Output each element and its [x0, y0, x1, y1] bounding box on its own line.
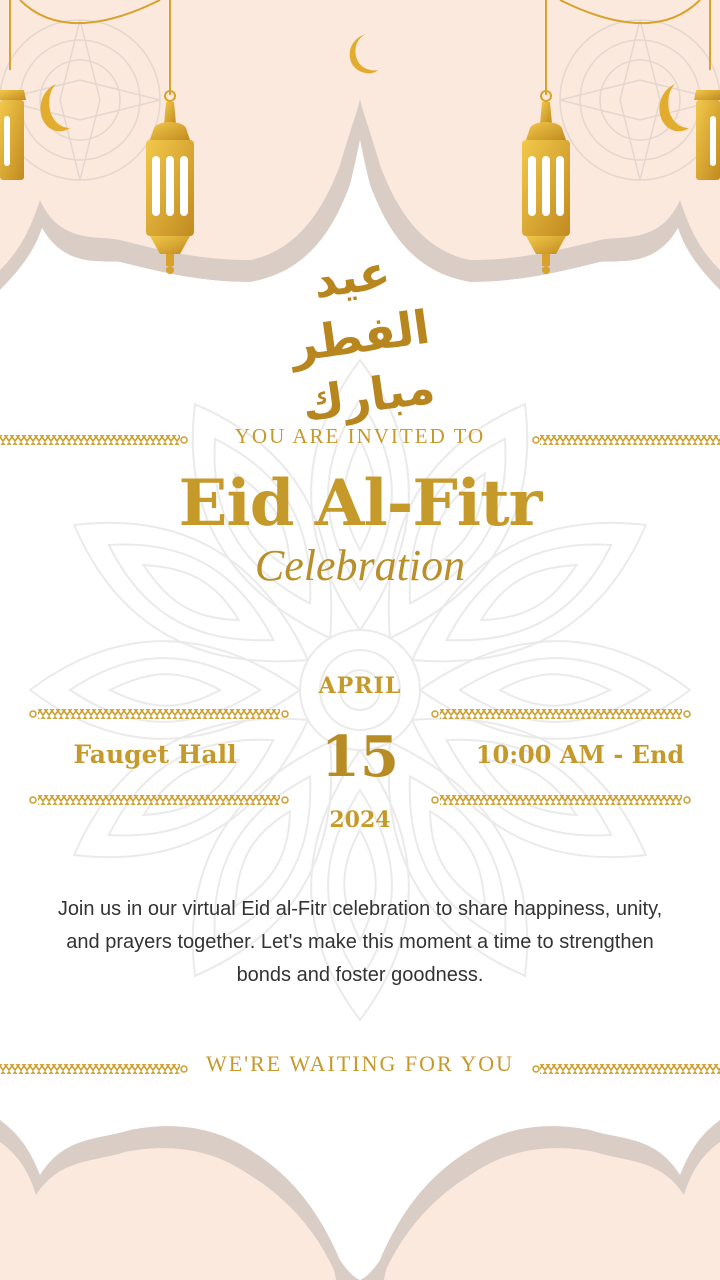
diamond-border-icon [430, 706, 692, 722]
event-time: 10:00 AM - End [475, 740, 685, 769]
crescent-moon-icon [344, 32, 380, 76]
event-month: APRIL [318, 673, 402, 699]
lantern-icon [516, 90, 576, 275]
event-venue: Fauget Hall [73, 740, 237, 769]
closing-line: WE'RE WAITING FOR YOU [205, 1051, 515, 1076]
event-day: 15 [321, 724, 399, 790]
event-year: 2024 [329, 807, 391, 833]
bottom-arch-band [0, 1120, 720, 1280]
lantern-icon [140, 90, 200, 275]
lantern-icon [0, 60, 75, 190]
diamond-border-icon [28, 792, 290, 808]
lantern-icon [645, 60, 720, 190]
event-title: Eid Al-Fitr [178, 466, 542, 541]
diamond-border-icon [28, 706, 290, 722]
event-subtitle: Celebration [254, 541, 466, 590]
event-description: Join us in our virtual Eid al-Fitr celebration to share happiness, unity, and prayers together. Let's make this moment a time to strengthen bonds and foster goodness. [57, 898, 663, 986]
arabic-calligraphy: عيد الفطر مبارك [287, 244, 439, 432]
diamond-border-icon [430, 792, 692, 808]
invitation-intro: YOU ARE INVITED TO [234, 424, 486, 448]
